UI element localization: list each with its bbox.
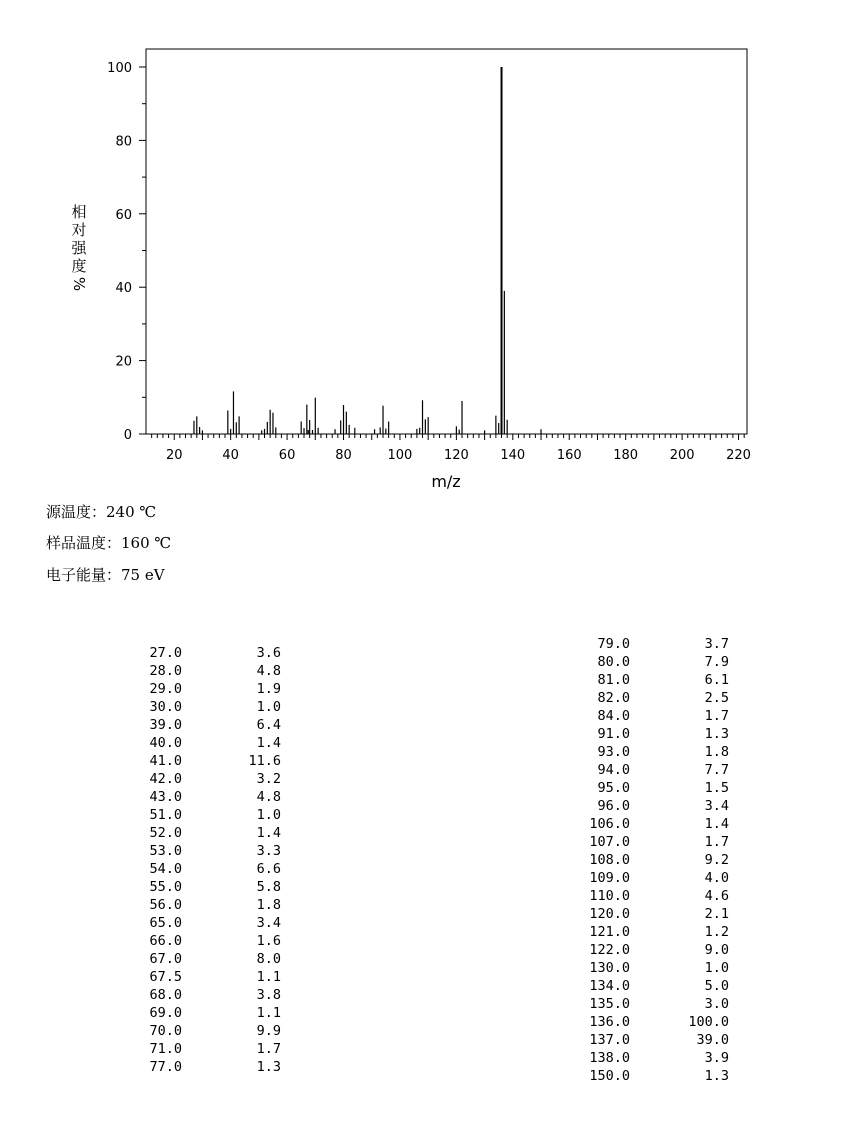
x-tick-label: 60 — [278, 448, 296, 463]
peak-row — [548, 689, 748, 707]
peak-abundance: 1.0 — [256, 699, 281, 715]
peak-table-right — [548, 635, 748, 1085]
y-tick-label: 60 — [115, 207, 132, 223]
peak-row — [100, 1040, 300, 1058]
x-tick-label: 140 — [500, 448, 526, 463]
peak-row — [548, 653, 748, 671]
y-axis-label-char: 相 — [71, 203, 87, 221]
peak-mz: 81.0 — [597, 672, 630, 688]
peak-row — [100, 860, 300, 878]
peak-row — [100, 896, 300, 914]
peak-mz: 39.0 — [149, 717, 182, 733]
x-tick-label: 40 — [222, 448, 239, 463]
peak-abundance: 2.5 — [704, 690, 729, 706]
peak-abundance: 1.1 — [256, 1005, 281, 1021]
peak-abundance: 1.3 — [256, 1059, 281, 1075]
peak-mz: 77.0 — [149, 1059, 182, 1075]
peak-abundance: 5.0 — [704, 978, 729, 994]
peak-mz: 82.0 — [597, 690, 630, 706]
peak-mz: 84.0 — [597, 708, 630, 724]
peak-table-left — [100, 644, 300, 1076]
x-tick-label: 80 — [335, 448, 352, 463]
peak-row — [548, 869, 748, 887]
peak-mz: 136.0 — [589, 1014, 630, 1030]
peak-mz: 108.0 — [589, 852, 630, 868]
y-axis-label — [68, 203, 90, 293]
peak-mz: 30.0 — [149, 699, 182, 715]
peak-row — [548, 1013, 748, 1031]
y-tick-label: 0 — [123, 428, 132, 443]
peak-row — [548, 1031, 748, 1049]
peak-abundance: 1.7 — [704, 708, 729, 724]
peak-abundance: 3.3 — [256, 843, 281, 859]
y-axis-label-char: 度 — [71, 257, 87, 275]
source-temperature: 源温度：240 ℃ — [46, 503, 157, 521]
peak-row — [548, 1049, 748, 1067]
peak-row — [548, 779, 748, 797]
peak-row — [548, 743, 748, 761]
peak-row — [548, 977, 748, 995]
peak-mz: 96.0 — [597, 798, 630, 814]
peak-row — [100, 698, 300, 716]
peak-row — [100, 878, 300, 896]
peak-abundance: 39.0 — [696, 1032, 729, 1048]
peak-row — [548, 959, 748, 977]
peak-mz: 130.0 — [589, 960, 630, 976]
peak-mz: 109.0 — [589, 870, 630, 886]
peak-abundance: 1.4 — [256, 825, 281, 841]
peak-abundance: 1.8 — [704, 744, 729, 760]
peak-mz: 95.0 — [597, 780, 630, 796]
peak-abundance: 1.0 — [256, 807, 281, 823]
peak-mz: 110.0 — [589, 888, 630, 904]
peak-abundance: 7.7 — [704, 762, 729, 778]
peak-abundance: 1.8 — [256, 897, 281, 913]
mass-spectrum-chart — [0, 0, 848, 500]
peak-row — [100, 788, 300, 806]
peak-abundance: 4.8 — [256, 663, 281, 679]
peak-row — [100, 914, 300, 932]
peak-row — [548, 797, 748, 815]
y-axis — [107, 61, 146, 443]
peak-row — [100, 752, 300, 770]
peak-abundance: 3.8 — [256, 987, 281, 1003]
peak-mz: 52.0 — [149, 825, 182, 841]
peak-mz: 106.0 — [589, 816, 630, 832]
peak-mz: 42.0 — [149, 771, 182, 787]
peak-abundance: 6.1 — [704, 672, 729, 688]
peak-row — [100, 680, 300, 698]
peak-abundance: 1.6 — [256, 933, 281, 949]
peak-abundance: 6.4 — [256, 717, 281, 733]
peak-mz: 40.0 — [149, 735, 182, 751]
electron-energy: 电子能量：75 eV — [46, 566, 165, 584]
peak-mz: 80.0 — [597, 654, 630, 670]
y-tick-label: 100 — [107, 61, 132, 76]
peak-abundance: 1.0 — [704, 960, 729, 976]
peak-mz: 137.0 — [589, 1032, 630, 1048]
x-tick-label: 220 — [726, 448, 751, 463]
peak-row — [100, 968, 300, 986]
peak-mz: 94.0 — [597, 762, 630, 778]
peak-row — [548, 833, 748, 851]
peak-row — [548, 941, 748, 959]
y-tick-label: 80 — [115, 134, 132, 150]
peak-abundance: 1.1 — [256, 969, 281, 985]
peak-row — [548, 671, 748, 689]
peak-row — [548, 923, 748, 941]
peak-abundance: 1.5 — [704, 780, 729, 796]
peak-abundance: 3.6 — [256, 645, 281, 661]
peak-abundance: 100.0 — [688, 1014, 729, 1030]
peak-mz: 53.0 — [149, 843, 182, 859]
peak-mz: 51.0 — [149, 807, 182, 823]
x-axis-label: m/z — [431, 472, 461, 491]
peak-abundance: 1.3 — [704, 1068, 729, 1084]
peak-abundance: 3.7 — [704, 636, 729, 652]
peak-mz: 71.0 — [149, 1041, 182, 1057]
peak-mz: 91.0 — [597, 726, 630, 742]
peak-mz: 54.0 — [149, 861, 182, 877]
peak-abundance: 3.4 — [704, 798, 729, 814]
peak-mz: 138.0 — [589, 1050, 630, 1066]
peak-mz: 66.0 — [149, 933, 182, 949]
peak-row — [100, 806, 300, 824]
peak-mz: 150.0 — [589, 1068, 630, 1084]
peak-abundance: 1.7 — [256, 1041, 281, 1057]
peak-mz: 65.0 — [149, 915, 182, 931]
sample-temperature: 样品温度：160 ℃ — [46, 534, 172, 552]
peak-abundance: 3.4 — [256, 915, 281, 931]
peak-abundance: 7.9 — [704, 654, 729, 670]
y-axis-label-char: 强 — [71, 239, 87, 257]
peak-row — [100, 950, 300, 968]
peak-row — [100, 1004, 300, 1022]
y-axis-label-unit: % — [69, 276, 88, 292]
peak-row — [548, 635, 748, 653]
peak-mz: 28.0 — [149, 663, 182, 679]
peak-abundance: 3.0 — [704, 996, 729, 1012]
peak-row — [100, 662, 300, 680]
peak-row — [100, 734, 300, 752]
peak-abundance: 4.0 — [704, 870, 729, 886]
peak-abundance: 9.9 — [256, 1023, 281, 1039]
peak-row — [548, 887, 748, 905]
peak-abundance: 3.9 — [704, 1050, 729, 1066]
peak-abundance: 1.4 — [256, 735, 281, 751]
peak-row — [100, 1058, 300, 1076]
peak-abundance: 2.1 — [704, 906, 729, 922]
peak-mz: 79.0 — [597, 636, 630, 652]
x-tick-label: 20 — [165, 448, 183, 463]
peak-abundance: 8.0 — [256, 951, 281, 967]
x-tick-label: 120 — [443, 448, 469, 463]
peak-row — [100, 770, 300, 788]
peak-mz: 69.0 — [149, 1005, 182, 1021]
peak-mz: 29.0 — [149, 681, 182, 697]
peak-row — [100, 842, 300, 860]
peak-row — [548, 707, 748, 725]
peak-mz: 93.0 — [597, 744, 630, 760]
peak-row — [548, 995, 748, 1013]
x-tick-label: 100 — [387, 448, 413, 463]
peak-row — [548, 905, 748, 923]
peak-mz: 67.5 — [149, 969, 182, 985]
peak-row — [100, 1022, 300, 1040]
peak-abundance: 9.2 — [704, 852, 729, 868]
peak-mz: 27.0 — [149, 645, 182, 661]
peak-row — [100, 824, 300, 842]
peak-abundance: 1.7 — [704, 834, 729, 850]
x-tick-label: 160 — [556, 448, 582, 463]
spectrum-peaks — [194, 67, 541, 434]
peak-abundance: 9.0 — [704, 942, 729, 958]
peak-mz: 121.0 — [589, 924, 630, 940]
peak-mz: 43.0 — [149, 789, 182, 805]
y-tick-label: 40 — [115, 281, 132, 297]
peak-abundance: 1.2 — [704, 924, 729, 940]
peak-mz: 70.0 — [149, 1023, 182, 1039]
peak-abundance: 1.4 — [704, 816, 729, 832]
peak-mz: 56.0 — [149, 897, 182, 913]
x-tick-label: 200 — [669, 448, 695, 463]
peak-row — [548, 1067, 748, 1085]
peak-mz: 134.0 — [589, 978, 630, 994]
peak-mz: 68.0 — [149, 987, 182, 1003]
x-tick-label: 180 — [613, 448, 639, 463]
peak-row — [548, 725, 748, 743]
peak-abundance: 11.6 — [248, 753, 281, 769]
peak-mz: 120.0 — [589, 906, 630, 922]
plot-frame — [146, 49, 747, 434]
peak-row — [548, 761, 748, 779]
peak-row — [100, 986, 300, 1004]
peak-mz: 135.0 — [589, 996, 630, 1012]
y-axis-label-char: 对 — [71, 221, 87, 239]
peak-abundance: 4.8 — [256, 789, 281, 805]
peak-mz: 55.0 — [149, 879, 182, 895]
peak-mz: 67.0 — [149, 951, 182, 967]
peak-row — [100, 932, 300, 950]
peak-mz: 107.0 — [589, 834, 630, 850]
peak-row — [548, 851, 748, 869]
peak-row — [100, 644, 300, 662]
peak-row — [100, 716, 300, 734]
peak-abundance: 1.9 — [256, 681, 281, 697]
y-tick-label: 20 — [115, 354, 132, 370]
x-axis — [152, 434, 751, 463]
peak-abundance: 3.2 — [256, 771, 281, 787]
peak-abundance: 1.3 — [704, 726, 729, 742]
peak-mz: 41.0 — [149, 753, 182, 769]
peak-mz: 122.0 — [589, 942, 630, 958]
peak-abundance: 5.8 — [256, 879, 281, 895]
peak-abundance: 6.6 — [256, 861, 281, 877]
peak-row — [548, 815, 748, 833]
peak-abundance: 4.6 — [704, 888, 729, 904]
